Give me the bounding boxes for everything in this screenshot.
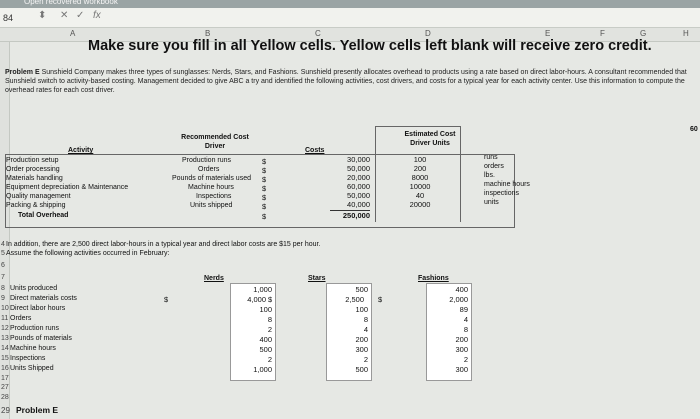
dollar-sign: $: [262, 157, 267, 166]
units-value: 100: [413, 155, 427, 164]
note-labor-hours: In addition, there are 2,500 direct labor-hours in a typical year and direct labor costs are $15 per hour.: [6, 241, 321, 248]
fashions-value[interactable]: 300: [455, 345, 468, 354]
stars-value[interactable]: 100: [355, 305, 368, 314]
row-number[interactable]: 6: [1, 262, 5, 269]
driver-label: Inspections: [196, 193, 232, 200]
cost-value: 30,000: [347, 155, 370, 164]
nerds-value[interactable]: 400: [259, 335, 272, 344]
units-value: 8000: [411, 173, 429, 182]
row-number[interactable]: 12: [1, 325, 9, 332]
nerds-value[interactable]: 4,000: [247, 295, 266, 304]
dollar-sign: $: [378, 295, 383, 304]
activity-label: Equipment depreciation & Maintenance: [6, 184, 129, 191]
fashions-value[interactable]: 8: [463, 325, 468, 334]
units-value: 10000: [409, 182, 431, 191]
driver-label: Pounds of materials used: [172, 175, 251, 182]
dollar-sign: $: [262, 193, 267, 202]
row-number[interactable]: 29: [1, 406, 10, 415]
nerds-value[interactable]: 2: [267, 325, 272, 334]
column-header-b[interactable]: B: [205, 29, 211, 38]
unit-label: runs: [484, 154, 498, 161]
cost-value: 50,000: [347, 164, 370, 173]
activity-label: Production setup: [6, 157, 59, 164]
row-number[interactable]: 4: [1, 241, 5, 248]
feb-row-label: Units Shipped: [10, 365, 54, 372]
row-number[interactable]: 5: [1, 250, 5, 257]
function-icon[interactable]: fx: [93, 10, 101, 21]
unit-label: orders: [484, 163, 504, 170]
row-number[interactable]: 27: [1, 384, 9, 391]
activity-label: Packing & shipping: [6, 202, 66, 209]
row-number[interactable]: 16: [1, 365, 9, 372]
nerds-value[interactable]: 100: [259, 305, 272, 314]
stars-header: Stars: [308, 275, 326, 282]
cancel-icon[interactable]: ✕: [60, 10, 69, 21]
instruction-banner: Make sure you fill in all Yellow cells. Yellow cells left blank will receive zero credit.: [88, 38, 652, 54]
column-header-c[interactable]: C: [315, 29, 321, 38]
row-number[interactable]: 9: [1, 295, 5, 302]
feb-row-label: Direct labor hours: [10, 305, 66, 312]
formula-bar: [0, 8, 700, 28]
row-number[interactable]: 13: [1, 335, 9, 342]
stars-value[interactable]: 300: [355, 345, 368, 354]
name-box-dropdown-icon[interactable]: ⬍: [38, 10, 47, 21]
window-title-bar: [0, 0, 700, 8]
dollar-sign: $: [262, 202, 267, 211]
row-number[interactable]: 10: [1, 305, 9, 312]
problem-description: [5, 68, 695, 95]
dollar-sign: $: [262, 184, 267, 193]
column-header-g[interactable]: G: [640, 29, 647, 38]
activity-label: Materials handling: [6, 175, 63, 182]
side-value: 60: [690, 126, 698, 133]
unit-label: machine hours: [484, 181, 530, 188]
row-number[interactable]: 14: [1, 345, 9, 352]
problem-label: Problem E: [5, 69, 40, 76]
column-header-e[interactable]: E: [545, 29, 551, 38]
stars-value[interactable]: 500: [355, 365, 368, 374]
column-header-a[interactable]: A: [70, 29, 76, 38]
row-number[interactable]: 8: [1, 285, 5, 292]
dollar-sign: $: [262, 166, 267, 175]
stars-value[interactable]: 8: [363, 315, 368, 324]
fashions-value[interactable]: 2,000: [449, 295, 468, 304]
fashions-value[interactable]: 89: [459, 305, 468, 314]
cost-value: 50,000: [347, 191, 370, 200]
activity-label: Order processing: [6, 166, 60, 173]
driver-label: Orders: [198, 166, 220, 173]
fashions-header: Fashions: [418, 275, 449, 282]
nerds-value[interactable]: 500: [259, 345, 272, 354]
unit-label: units: [484, 199, 499, 206]
stars-value[interactable]: 2: [363, 355, 368, 364]
cost-value: 40,000: [347, 200, 370, 209]
feb-row-label: Units produced: [10, 285, 58, 292]
units-value: 200: [413, 164, 427, 173]
stars-value[interactable]: 2,500: [345, 295, 364, 304]
total-overhead-label: Total Overhead: [18, 212, 69, 219]
units-value: 20000: [409, 200, 431, 209]
column-header-d[interactable]: D: [425, 29, 431, 38]
feb-row-label: Pounds of materials: [10, 335, 72, 342]
footer-problem-label: Problem E: [16, 405, 59, 415]
feb-row-label: Orders: [10, 315, 32, 322]
stars-value[interactable]: 500: [355, 285, 368, 294]
feb-row-label: Direct materials costs: [10, 295, 77, 302]
row-number[interactable]: 28: [1, 394, 9, 401]
fashions-value[interactable]: 4: [463, 315, 468, 324]
fashions-value[interactable]: 200: [455, 335, 468, 344]
costs-header: Costs: [305, 147, 325, 154]
fashions-value[interactable]: 300: [455, 365, 468, 374]
nerds-value[interactable]: 2: [267, 355, 272, 364]
feb-row-label: Inspections: [10, 355, 46, 362]
column-header-h[interactable]: H: [683, 29, 689, 38]
row-number[interactable]: 7: [1, 274, 5, 281]
enter-icon[interactable]: ✓: [76, 10, 85, 21]
dollar-sign: $: [268, 295, 273, 304]
unit-label: inspections: [484, 190, 520, 197]
row-number[interactable]: 17: [1, 375, 9, 382]
activity-header: Activity: [68, 147, 94, 154]
row-number[interactable]: 11: [1, 315, 9, 322]
nerds-header: Nerds: [204, 275, 224, 282]
activity-label: Quality management: [6, 193, 71, 200]
note-february: Assume the following activities occurred in February:: [6, 250, 170, 257]
window-title: Open recovered workbook: [24, 0, 118, 6]
dollar-sign: $: [262, 175, 267, 184]
feb-row-label: Production runs: [10, 325, 60, 332]
row-number[interactable]: 15: [1, 355, 9, 362]
problem-text: Sunshield Company makes three types of sunglasses: Nerds, Stars, and Fashions. Sunshield presently allocates overhead to products using a rate based on direct labor-hours. A consultant recommended that Sunshield switch to activity-based costing. Management decided to give ABC a try and identified the following activities, cost drivers, and costs for a typical year for each activity center. Use this information to compute the overhead rates for each cost driver.: [5, 69, 687, 94]
unit-label: lbs.: [484, 172, 495, 179]
cost-driver-header: Recommended Cost Driver: [181, 134, 249, 150]
nerds-value[interactable]: 8: [267, 315, 272, 324]
dollar-sign: $: [262, 212, 267, 221]
row-headers: [0, 42, 10, 419]
cost-value: 60,000: [347, 182, 370, 191]
stars-value[interactable]: 4: [363, 325, 368, 334]
dollar-sign: $: [164, 295, 169, 304]
nerds-value[interactable]: 1,000: [253, 285, 272, 294]
units-value: 40: [415, 191, 425, 200]
stars-value[interactable]: 200: [355, 335, 368, 344]
fashions-value[interactable]: 2: [463, 355, 468, 364]
name-box[interactable]: 84: [3, 13, 14, 23]
nerds-value[interactable]: 1,000: [253, 365, 272, 374]
column-header-f[interactable]: F: [600, 29, 605, 38]
driver-label: Production runs: [182, 157, 232, 164]
feb-row-label: Machine hours: [10, 345, 56, 352]
estimated-units-header: Estimated Cost Driver Units: [404, 131, 456, 147]
driver-label: Machine hours: [188, 184, 234, 191]
cost-value: 20,000: [347, 173, 370, 182]
fashions-value[interactable]: 400: [455, 285, 468, 294]
total-overhead-value: 250,000: [330, 210, 370, 220]
driver-label: Units shipped: [190, 202, 233, 209]
